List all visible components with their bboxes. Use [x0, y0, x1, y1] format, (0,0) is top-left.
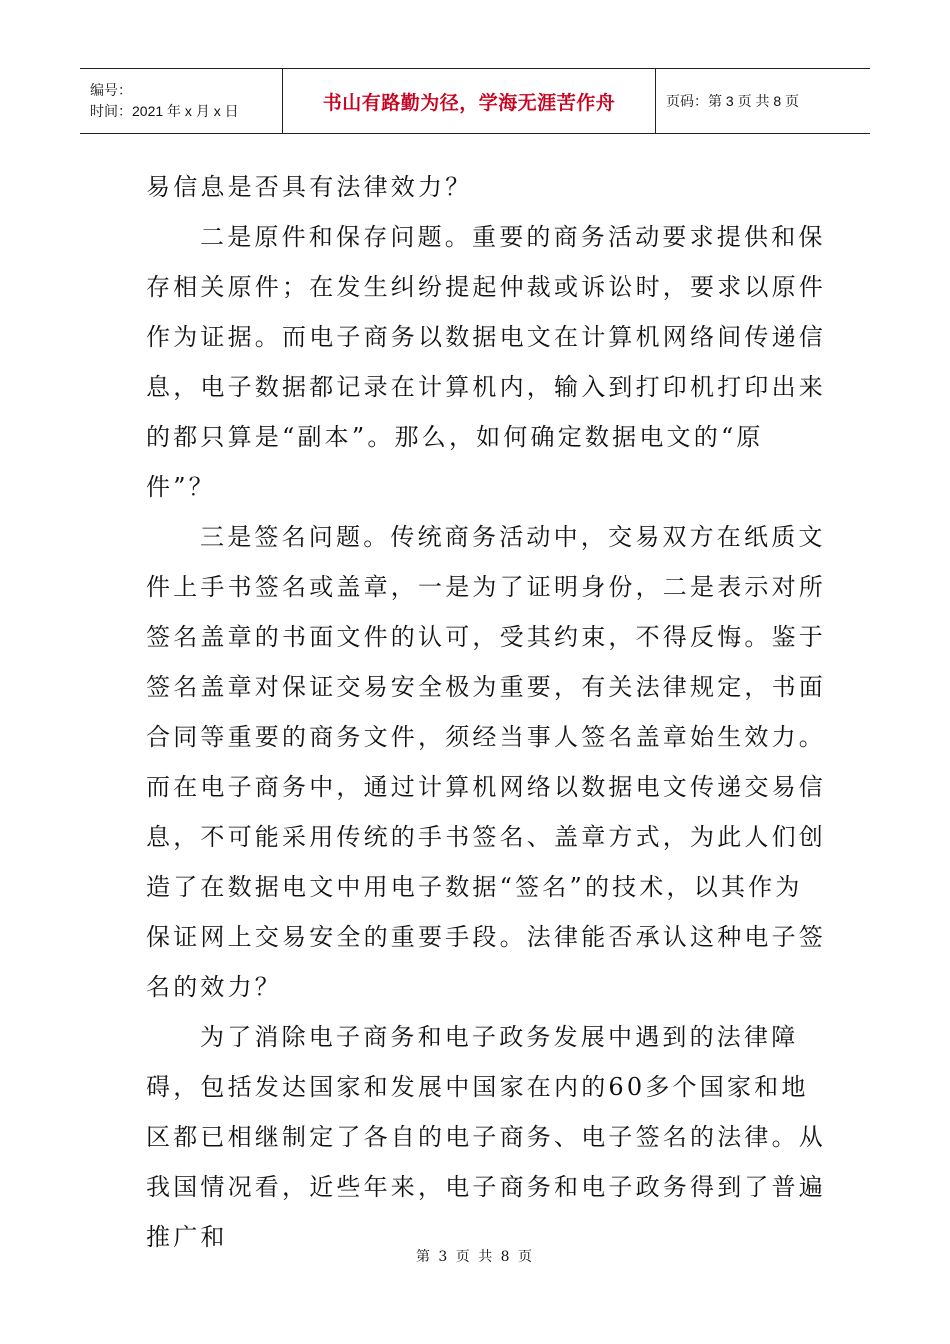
header-meta-cell — [80, 69, 283, 133]
header-page-info: 页码：第 3 页 共 8 页 — [666, 93, 800, 109]
header-motto-cell — [283, 69, 656, 133]
paragraph-original-documents: 二是原件和保存问题。重要的商务活动要求提供和保存相关原件；在发生纠纷提起仲裁或诉讼时，要求以原件作为证据。而电子商务以数据电文在计算机网络间传递信息，电子数据都记录在计算机内，输入到打印机打印出来的都只算是“副本”。那么，如何确定数据电文的“原件”？ — [146, 223, 826, 501]
header-page-cell — [656, 69, 870, 133]
document-date-label: 时间：2021 年 x 月 x 日 — [90, 103, 239, 119]
page-footer: 第 3 页 共 8 页 — [415, 1249, 535, 1265]
paragraph-continued: 易信息是否具有法律效力？ — [146, 173, 473, 201]
header-motto: 书山有路勤为径，学海无涯苦作舟 — [322, 91, 616, 114]
document-header — [80, 68, 870, 134]
paragraph-signature-issue: 三是签名问题。传统商务活动中，交易双方在纸质文件上手书签名或盖章，一是为了证明身份，二是表示对所签名盖章的书面文件的认可，受其约束，不得反悔。鉴于签名盖章对保证交易安全极为重要，有关法律规定，书面合同等重要的商务文件，须经当事人签名盖章始生效力。而在电子商务中，通过计算机网络以数据电文传递交易信息，不可能采用传统的手书签名、盖章方式，为此人们创造了在数据电文中用电子数据“签名”的技术，以其作为保证网上交易安全的重要手段。法律能否承认这种电子签名的效力？ — [146, 523, 826, 1001]
paragraph-legal-obstacles: 为了消除电子商务和电子政务发展中遇到的法律障碍，包括发达国家和发展中国家在内的60多个国家和地区都已相继制定了各自的电子商务、电子签名的法律。从我国情况看，近些年来，电子商务和电子政务得到了普遍推广和 — [146, 1023, 826, 1251]
document-body — [146, 162, 826, 1262]
document-number-label: 编号： — [90, 82, 132, 98]
